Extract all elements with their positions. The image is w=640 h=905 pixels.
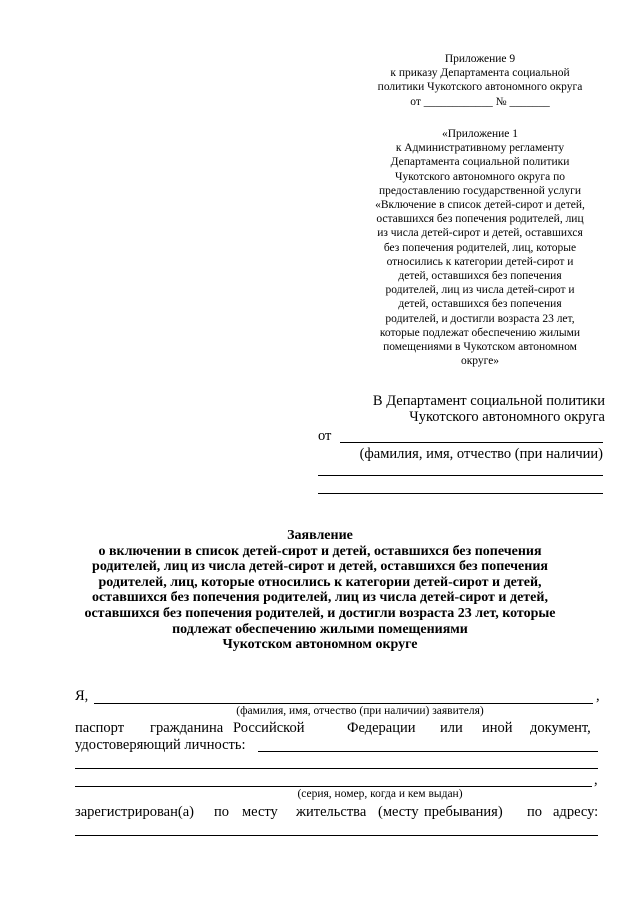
applicant-comma: ,: [596, 688, 600, 704]
address-line[interactable]: [75, 835, 598, 836]
annex-1-line: относились к категории детей-сирот и: [386, 255, 574, 268]
identity-doc-line[interactable]: [258, 751, 598, 752]
title-line: оставшихся без попечения родителей, лиц из числа детей-сирот и детей,: [92, 590, 548, 606]
annex-9-line: политики Чукотского автономного округа: [377, 81, 583, 94]
title-line: родителей, лиц из числа детей-сирот и детей, оставшихся без попечения: [92, 559, 548, 575]
applicant-caption: (фамилия, имя, отчество (при наличии) заявителя): [236, 705, 484, 717]
addressee-line-1: В Департамент социальной политики: [372, 393, 605, 409]
registered-word: жительства: [296, 804, 367, 820]
registered-word: по: [214, 804, 230, 820]
passport-word: гражданина: [150, 720, 224, 736]
annex-1-line: детей, оставшихся без попечения: [398, 298, 562, 311]
annex-1-line: которые подлежат обеспечению жилыми: [379, 326, 581, 339]
passport-word: иной: [482, 720, 513, 736]
passport-word: Российской: [233, 720, 305, 736]
identity-doc-line[interactable]: [75, 786, 592, 787]
annex-1-line: без попечения родителей, лиц, которые: [383, 241, 577, 254]
from-fill-line[interactable]: [340, 442, 603, 443]
annex-9-line: от ____________ № _______: [410, 95, 550, 108]
annex-1-header: [360, 127, 600, 368]
title-line: о включении в список детей-сирот и детей, оставшихся без попечения: [98, 543, 542, 559]
document-caption: (серия, номер, когда и кем выдан): [297, 788, 463, 800]
registered-word: адресу:: [553, 804, 599, 820]
title-heading: Заявление: [287, 528, 353, 543]
registered-word: (месту: [378, 804, 419, 820]
annex-1-line: предоставлению государственной услуги: [378, 184, 582, 197]
annex-9-line: к приказу Департамента социальной: [390, 67, 570, 80]
identity-label: удостоверяющий личность:: [75, 737, 246, 753]
from-field[interactable]: [318, 428, 603, 445]
addressee-line-2: Чукотского автономного округа: [409, 409, 605, 425]
annex-1-line: из числа детей-сирот и детей, оставшихся: [377, 227, 583, 240]
fio-caption: (фамилия, имя, отчество (при наличии): [359, 446, 603, 462]
annex-1-line: родителей, и достигли возраста 23 лет,: [385, 312, 575, 325]
address-fill-line[interactable]: [318, 493, 603, 494]
statement-title: [60, 528, 580, 653]
registered-word: пребывания): [424, 804, 503, 820]
from-label: от: [318, 428, 332, 444]
annex-1-line: «Приложение 1: [441, 128, 519, 140]
identity-doc-line[interactable]: [75, 768, 598, 769]
registered-word: зарегистрирован(а): [75, 804, 194, 820]
title-line: родителей, лиц, которые относились к категории детей-сирот и детей,: [98, 574, 542, 590]
annex-1-line: округе»: [460, 355, 500, 368]
annex-9-header: [360, 52, 600, 109]
identity-comma: ,: [594, 772, 598, 788]
annex-1-line: Департамента социальной политики: [390, 156, 570, 169]
annex-1-line: родителей, лиц из числа детей-сирот и: [385, 284, 575, 297]
annex-1-line: «Включение в список детей-сирот и детей,: [375, 199, 585, 212]
title-line: Чукотском автономном округе: [222, 637, 418, 653]
title-line: подлежат обеспечению жилыми помещениями: [172, 621, 468, 637]
passport-word: паспорт: [75, 720, 125, 736]
passport-word: документ,: [530, 720, 591, 736]
registered-word: месту: [242, 804, 278, 820]
passport-word: Федерации: [347, 720, 416, 736]
title-line: оставшихся без попечения родителей, и достигли возраста 23 лет, которые: [84, 605, 556, 621]
i-label: Я,: [75, 688, 89, 704]
annex-9-line: Приложение 9: [444, 53, 516, 65]
annex-1-line: помещениями в Чукотском автономном: [383, 341, 577, 354]
registered-word: по: [527, 804, 543, 820]
annex-1-line: детей, оставшихся без попечения: [398, 270, 562, 283]
address-fill-line[interactable]: [318, 475, 603, 476]
passport-word: или: [440, 720, 463, 736]
annex-1-line: оставшихся без попечения родителей, лиц: [376, 213, 584, 226]
applicant-name-line[interactable]: [94, 703, 593, 704]
annex-1-line: Чукотского автономного округа по: [395, 170, 565, 183]
annex-1-line: к Административному регламенту: [395, 142, 565, 155]
